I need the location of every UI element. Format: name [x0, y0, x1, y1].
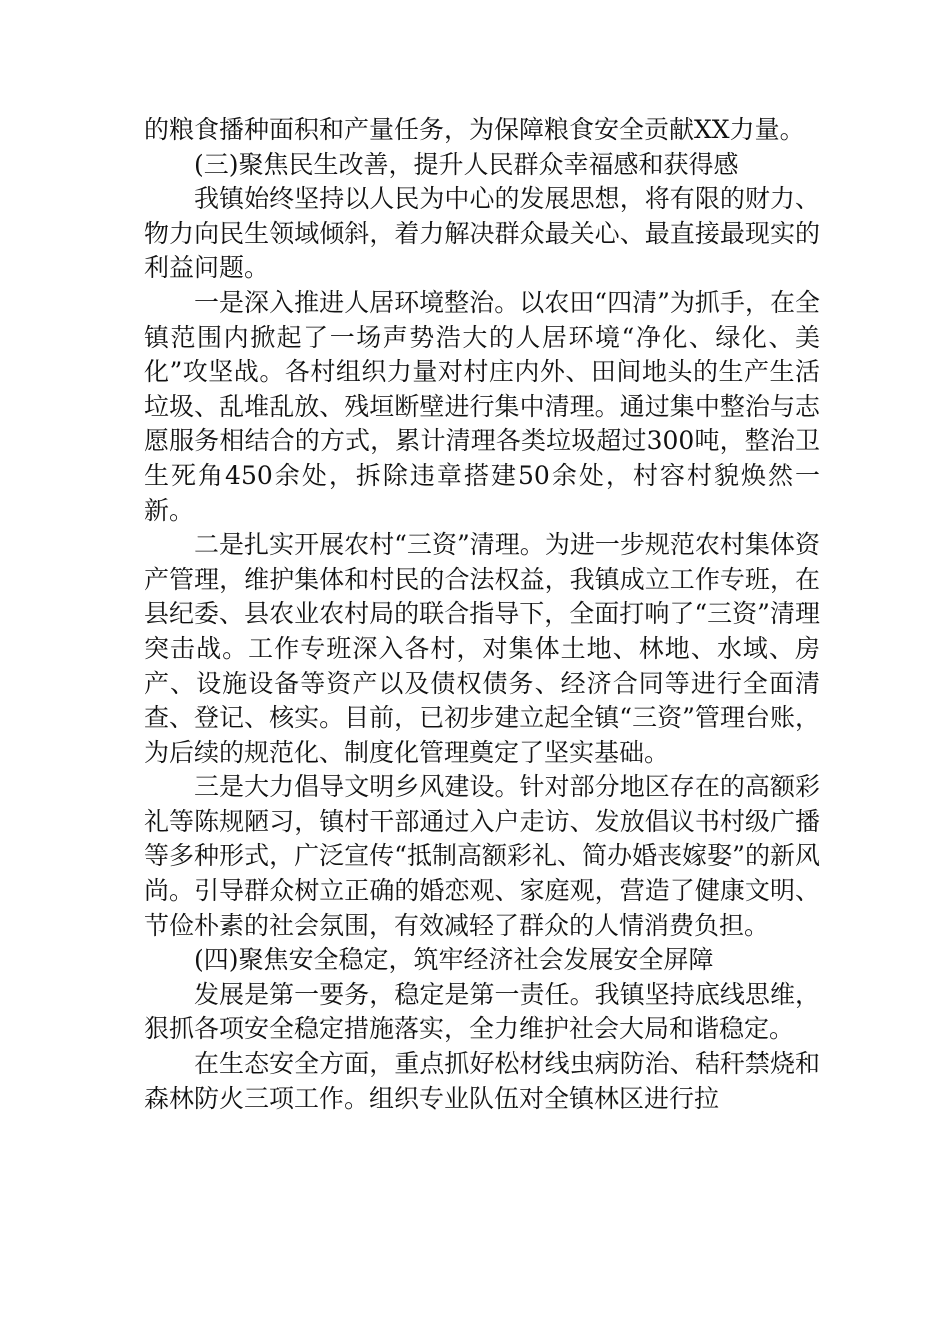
- paragraph-continuation: 的粮食播种面积和产量任务，为保障粮食安全贡献XX力量。: [144, 115, 805, 144]
- paragraph-three-assets: 二是扎实开展农村“三资”清理。为进一步规范农村集体资产管理，维护集体和村民的合法权益，我镇成立工作专班，在县纪委、县农业农村局的联合指导下，全面打响了“三资”清理突击战。工作专班深入各村，对集体土地、林地、水域、房产、设施设备等资产以及债权债务、经济合同等进行全面清查、登记、核实。目前，已初步建立起全镇“三资”管理台账，为后续的规范化、制度化管理奠定了坚实基础。: [144, 530, 820, 767]
- paragraph-intro-livelihood: 我镇始终坚持以人民为中心的发展思想，将有限的财力、物力向民生领域倾斜，着力解决群众最关心、最直接最现实的利益问题。: [144, 184, 820, 283]
- section-heading-4: (四)聚焦安全稳定，筑牢经济社会发展安全屏障: [194, 945, 714, 975]
- paragraph-civilization: 三是大力倡导文明乡风建设。针对部分地区存在的高额彩礼等陈规陋习，镇村干部通过入户走访、发放倡议书村级广播等多种形式，广泛宣传“抵制高额彩礼、简办婚丧嫁娶”的新风尚。引导群众树立正确的婚恋观、家庭观，营造了健康文明、节俭朴素的社会氛围，有效减轻了群众的人情消费负担。: [144, 772, 820, 940]
- paragraph-ecology: 在生态安全方面，重点抓好松材线虫病防治、秸秆禁烧和森林防火三项工作。组织专业队伍对全镇林区进行拉: [144, 1049, 820, 1113]
- document-body: [144, 113, 820, 1116]
- paragraph-intro-safety: 发展是第一要务，稳定是第一责任。我镇坚持底线思维，狠抓各项安全稳定措施落实，全力维护社会大局和谐稳定。: [144, 979, 820, 1044]
- paragraph-environment: 一是深入推进人居环境整治。以农田“四清”为抓手，在全镇范围内掀起了一场声势浩大的人居环境“净化、绿化、美化”攻坚战。各村组织力量对村庄内外、田间地头的生产生活垃圾、乱堆乱放、残垣断壁进行集中清理。通过集中整治与志愿服务相结合的方式，累计清理各类垃圾超过300吨，整治卫生死角450余处，拆除违章搭建50余处，村容村貌焕然一新。: [144, 287, 820, 525]
- section-heading-3: (三)聚焦民生改善，提升人民群众幸福感和获得感: [194, 149, 739, 179]
